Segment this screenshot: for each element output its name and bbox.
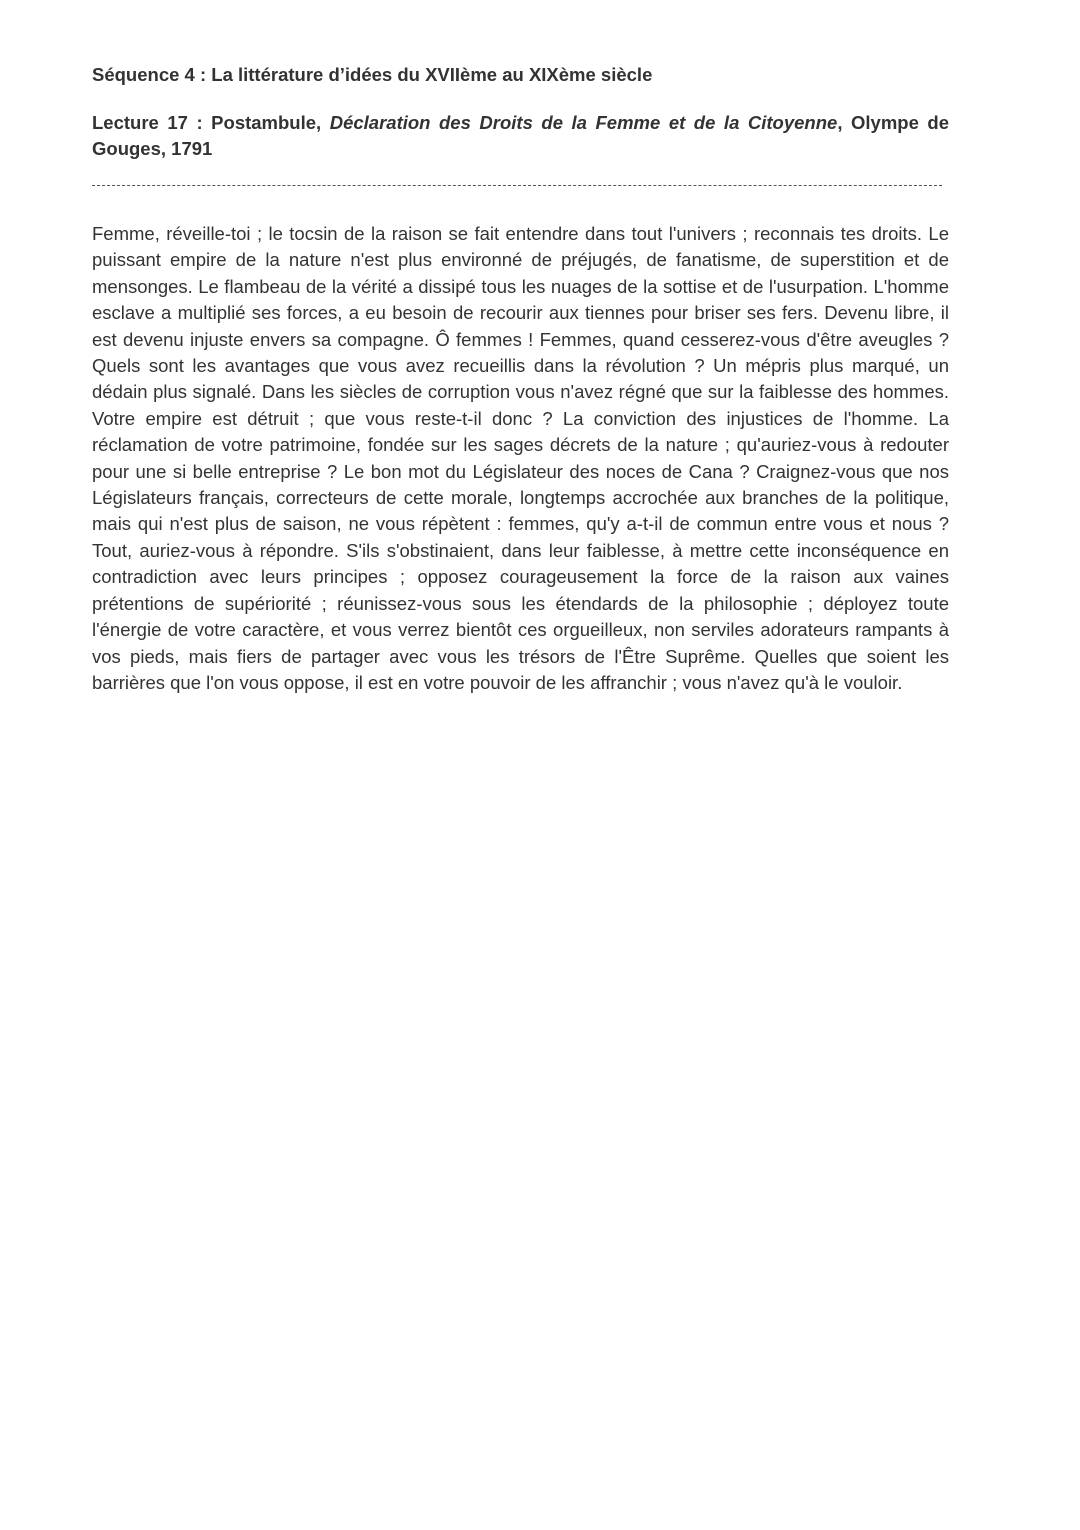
- lecture-title: [92, 110, 949, 162]
- lecture-prefix: Lecture 17 : Postambule,: [92, 112, 330, 133]
- dashed-separator: [92, 185, 942, 186]
- document-page: [92, 62, 949, 715]
- sequence-title: Séquence 4 : La littérature d’idées du XVIIème au XIXème siècle: [92, 64, 653, 85]
- lecture-work-title: Déclaration des Droits de la Femme et de la Citoyenne: [329, 112, 838, 133]
- body-paragraph: Femme, réveille-toi ; le tocsin de la raison se fait entendre dans tout l'univers ; reconnais tes droits. Le puissant empire de la nature n'est plus environné de préjugés, de fanatisme, de superstition et de mensonges. Le flambeau de la vérité a dissipé tous les nuages de la sottise et de l'usurpation. L'homme esclave a multiplié ses forces, a eu besoin de recourir aux tiennes pour briser ses fers. Devenu libre, il est devenu injuste envers sa compagne. Ô femmes ! Femmes, quand cesserez-vous d'être aveugles ? Quels sont les avantages que vous avez recueillis dans la révolution ? Un mépris plus marqué, un dédain plus signalé. Dans les siècles de corruption vous n'avez régné que sur la faiblesse des hommes. Votre empire est détruit ; que vous reste-t-il donc ? La conviction des injustices de l'homme. La réclamation de votre patrimoine, fondée sur les sages décrets de la nature ; qu'auriez-vous à redouter pour une si belle entreprise ? Le bon mot du Législateur des noces de Cana ? Craignez-vous que nos Législateurs français, correcteurs de cette morale, longtemps accrochée aux branches de la politique, mais qui n'est plus de saison, ne vous répètent : femmes, qu'y a-t-il de commun entre vous et nous ? Tout, auriez-vous à répondre. S'ils s'obstinaient, dans leur faiblesse, à mettre cette inconséquence en contradiction avec leurs principes ; opposez courageusement la force de la raison aux vaines prétentions de supériorité ; réunissez-vous sous les étendards de la philosophie ; déployez toute l'énergie de votre caractère, et vous verrez bientôt ces orgueilleux, non serviles adorateurs rampants à vos pieds, mais fiers de partager avec vous les trésors de l'Être Suprême. Quelles que soient les barrières que l'on vous oppose, il est en votre pouvoir de les affranchir ; vous n'avez qu'à le vouloir.: [92, 223, 949, 693]
- lecture-suffix: , Olympe de Gouges, 1791: [92, 112, 949, 159]
